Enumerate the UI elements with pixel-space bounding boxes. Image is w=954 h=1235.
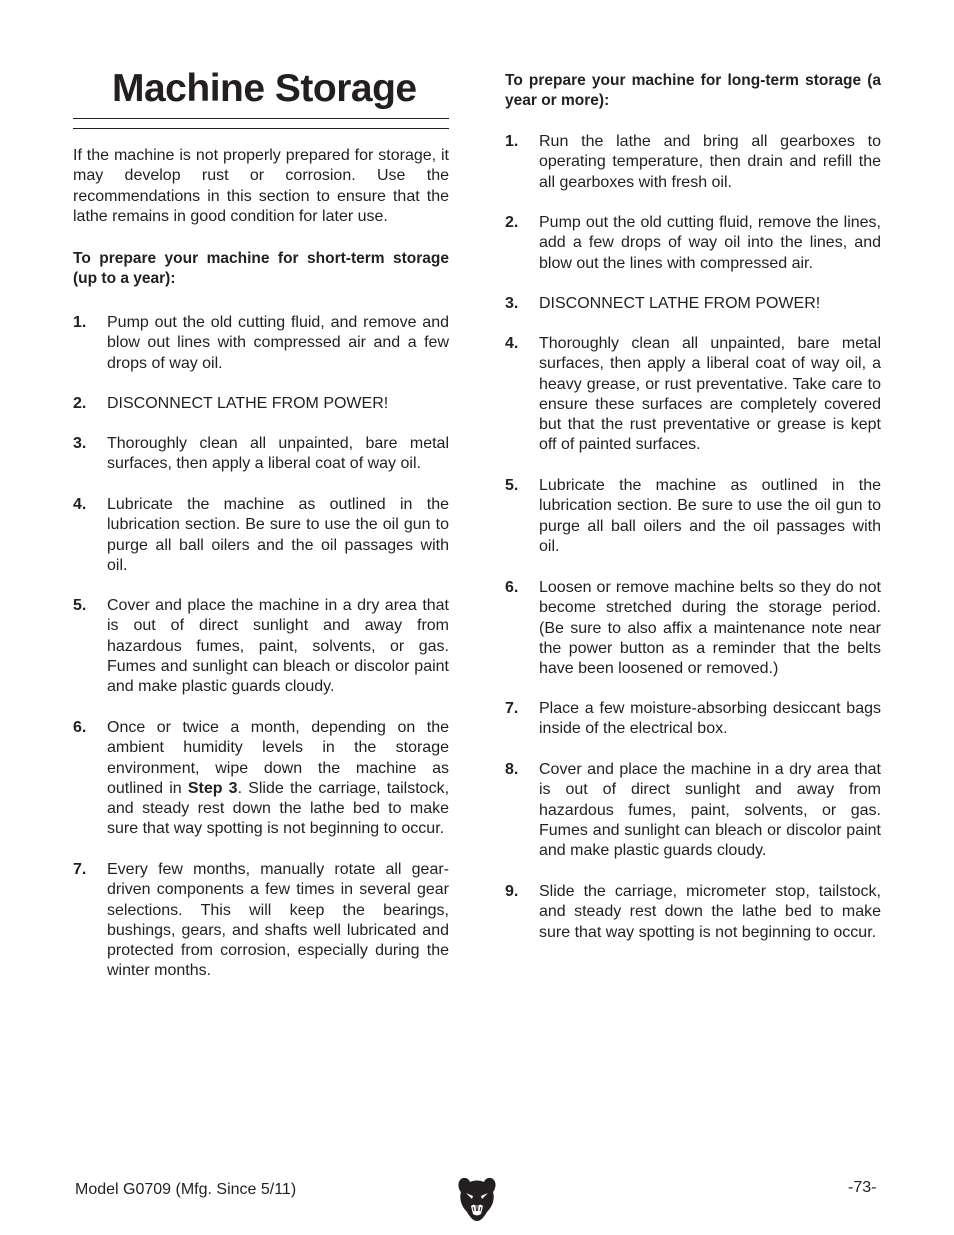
step-text: Pump out the old cutting fluid, and remove and blow out lines with compressed air and a few drops of way oil. bbox=[107, 314, 449, 372]
step-text: Lubricate the machine as outlined in the lubrication section. Be sure to use the oil gun to purge all ball oilers and the oil passages with oil. bbox=[107, 496, 449, 574]
step-text: DISCONNECT LATHE FROM POWER! bbox=[539, 295, 821, 312]
step-number: 5. bbox=[73, 597, 87, 614]
step-number: 9. bbox=[505, 883, 519, 900]
step-number: 4. bbox=[73, 496, 87, 513]
step-text: Every few months, manually rotate all gear-driven components a few times in several gear selections. This will keep the bearings, bushings, gears, and shafts well lubricated and protected from corrosion, especially during the winter months. bbox=[107, 861, 449, 980]
step-number: 7. bbox=[505, 700, 519, 717]
short-term-step-4 bbox=[73, 495, 449, 576]
step-text: Thoroughly clean all unpainted, bare metal surfaces, then apply a liberal coat of way oil. bbox=[107, 435, 449, 473]
long-term-step-5 bbox=[505, 476, 881, 557]
long-term-step-1 bbox=[505, 132, 881, 193]
long-term-step-2 bbox=[505, 213, 881, 274]
step-number: 1. bbox=[73, 314, 87, 331]
step-number: 2. bbox=[73, 395, 87, 412]
step-text: Lubricate the machine as outlined in the lubrication section. Be sure to use the oil gun to purge all ball oilers and the oil passages with oil. bbox=[539, 477, 881, 555]
step-number: 6. bbox=[505, 579, 519, 596]
step-number: 2. bbox=[505, 214, 519, 231]
intro-paragraph: If the machine is not properly prepared for storage, it may develop rust or corrosion. Use the recommendations in this section to ensure that the lathe remains in good condition for later use. bbox=[73, 147, 449, 225]
short-term-step-2 bbox=[73, 394, 449, 414]
short-term-step-7 bbox=[73, 860, 449, 982]
short-term-step-6 bbox=[73, 718, 449, 840]
footer-model: Model G0709 (Mfg. Since 5/11) bbox=[75, 1181, 297, 1198]
step-text: Place a few moisture-absorbing desiccant bags inside of the electrical box. bbox=[539, 700, 881, 738]
long-term-step-9 bbox=[505, 882, 881, 943]
long-term-step-8 bbox=[505, 760, 881, 861]
short-term-step-3 bbox=[73, 434, 449, 475]
step-text: Thoroughly clean all unpainted, bare metal surfaces, then apply a liberal coat of way oil, a heavy grease, or rust preventative. Take care to ensure these surfaces are completely covered but that the rust preventative or grease is kept off of painted surfaces. bbox=[539, 335, 881, 454]
step-number: 3. bbox=[73, 435, 87, 452]
step-number: 8. bbox=[505, 761, 519, 778]
short-term-step-1 bbox=[73, 313, 449, 374]
step-text: Pump out the old cutting fluid, remove the lines, add a few drops of way oil into the lines, and blow out the lines with compressed air. bbox=[539, 214, 881, 272]
title-rule-bottom bbox=[73, 128, 449, 129]
step-number: 4. bbox=[505, 335, 519, 352]
step-number: 6. bbox=[73, 719, 87, 736]
long-term-heading: To prepare your machine for long-term storage (a year or more): bbox=[505, 72, 881, 110]
step-number: 7. bbox=[73, 861, 87, 878]
page-title: Machine Storage bbox=[112, 67, 417, 110]
long-term-step-6 bbox=[505, 578, 881, 679]
long-term-step-3 bbox=[505, 294, 881, 314]
bear-head-icon bbox=[457, 1176, 497, 1222]
step-text: Cover and place the machine in a dry area that is out of direct sunlight and away from hazardous fumes, paint, solvents, or gas. Fumes and sunlight can bleach or discolor paint and make plastic guards cloudy. bbox=[107, 597, 449, 696]
step-number: 3. bbox=[505, 295, 519, 312]
title-rule-top bbox=[73, 118, 449, 119]
step-text: Loosen or remove machine belts so they do not become stretched during the storage period. (Be sure to also affix a maintenance note near the power button as a reminder that the belts have been loosened or removed.) bbox=[539, 579, 881, 678]
step-text: Cover and place the machine in a dry area that is out of direct sunlight and away from hazardous fumes, paint, solvents, or gas. Fumes and sunlight can bleach or discolor paint and make plastic guards cloudy. bbox=[539, 761, 881, 860]
step-text: DISCONNECT LATHE FROM POWER! bbox=[107, 395, 389, 412]
short-term-heading: To prepare your machine for short-term storage (up to a year): bbox=[73, 250, 449, 288]
step-text: Once or twice a month, depending on the ambient humidity levels in the storage environment, wipe down the machine as outlined in Step 3. Slide the carriage, tailstock, and steady rest down the lathe bed to make sure that way spotting is not beginning to occur. bbox=[107, 719, 450, 838]
step-reference: Step 3 bbox=[187, 779, 238, 797]
long-term-step-7 bbox=[505, 699, 881, 740]
step-number: 5. bbox=[505, 477, 519, 494]
footer-page-number: -73- bbox=[848, 1179, 877, 1196]
step-text: Slide the carriage, micrometer stop, tailstock, and steady rest down the lathe bed to make sure that way spotting is not beginning to occur. bbox=[539, 883, 881, 941]
short-term-step-5 bbox=[73, 596, 449, 697]
step-text: Run the lathe and bring all gearboxes to operating temperature, then drain and refill the all gearboxes with fresh oil. bbox=[539, 133, 881, 191]
step-number: 1. bbox=[505, 133, 519, 150]
long-term-step-4 bbox=[505, 334, 881, 456]
